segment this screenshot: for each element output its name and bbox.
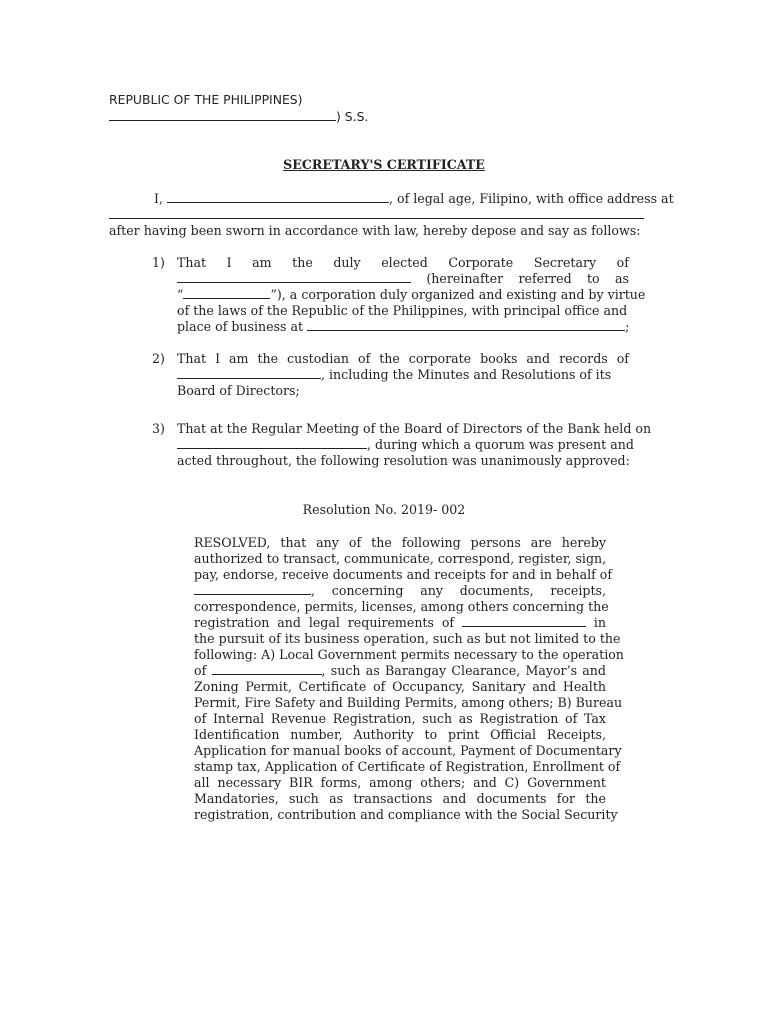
item-3 [177, 421, 652, 469]
item-number-3: 3) [152, 421, 165, 436]
item-1-line-2: (hereinafter referred to as [177, 271, 629, 287]
intro-post: , of legal age, Filipino, with office address at [389, 191, 674, 206]
resolution-line: all necessary BIR forms, among others; and C) Government [194, 775, 606, 790]
item-3-line-2: , during which a quorum was present and [177, 437, 629, 453]
page-title: SECRETARY'S CERTIFICATE [283, 157, 485, 172]
operation-blank [212, 663, 322, 675]
item-2-line-1: That I am the custodian of the corporate books and records of [177, 351, 629, 366]
item-1-line-1: That I am the duly elected Corporate Secretary of [177, 255, 629, 270]
resolution-line: Application for manual books of account, Payment of Documentary [194, 743, 622, 758]
resolution-line: Permit, Fire Safety and Building Permits, among others; B) Bureau [194, 695, 623, 710]
resolution-line: Identification number, Authority to print Official Receipts, [194, 727, 606, 742]
resolution-line: following: A) Local Government permits necessary to the operation [194, 647, 624, 662]
item-3-line-1: That at the Regular Meeting of the Board of Directors of the Bank held on [177, 421, 652, 436]
name-blank [167, 191, 389, 203]
item-3-line-3: acted throughout, the following resolution was unanimously approved: [177, 453, 630, 468]
item-number-2: 2) [152, 351, 165, 366]
item-number-1: 1) [152, 255, 165, 270]
item-2 [177, 351, 629, 399]
ss-label: ) S.S. [336, 109, 369, 124]
resolution-line: registration and legal requirements of in [194, 615, 606, 630]
registrant-blank [462, 615, 586, 627]
resolution-heading: Resolution No. 2019- 002 [302, 502, 466, 517]
address-blank [109, 218, 644, 219]
resolution-line: pay, endorse, receive documents and receipts for and in behalf of [194, 567, 613, 582]
resolution-line: Zoning Permit, Certificate of Occupancy, Sanitary and Health [194, 679, 606, 694]
item-2-line-3: Board of Directors; [177, 383, 300, 398]
resolution-body [194, 535, 624, 823]
principal-office-blank [307, 319, 625, 331]
ss-line [109, 109, 368, 125]
item-1-line-5: place of business at ; [177, 319, 630, 334]
resolution-line: stamp tax, Application of Certificate of Registration, Enrollment of [194, 759, 621, 774]
resolution-line: correspondence, permits, licenses, among others concerning the [194, 599, 609, 614]
venue-blank [109, 109, 336, 121]
resolution-line: the pursuit of its business operation, such as but not limited to the [194, 631, 621, 646]
item-1 [177, 255, 646, 335]
meeting-date-blank [177, 437, 367, 449]
resolution-line: , concerning any documents, receipts, [194, 583, 606, 599]
item-1-line-3: “ ”), a corporation duly organized and existing and by virtue [177, 287, 646, 302]
intro-line-1 [154, 191, 674, 207]
republic-line: REPUBLIC OF THE PHILIPPINES) [109, 92, 303, 107]
intro-pre: I, [154, 191, 163, 206]
item-2-line-2: , including the Minutes and Resolutions of its [177, 367, 629, 383]
resolution-line: of , such as Barangay Clearance, Mayor’s and [194, 663, 606, 678]
resolution-line: authorized to transact, communicate, correspond, register, sign, [194, 551, 607, 566]
resolution-line: registration, contribution and compliance with the Social Security [194, 807, 618, 822]
item-1-line-4: of the laws of the Republic of the Philippines, with principal office and [177, 303, 628, 318]
short-name-blank [183, 287, 270, 299]
resolution-line: Mandatories, such as transactions and documents for the [194, 791, 606, 806]
corporation-blank [177, 271, 411, 283]
resolution-line: of Internal Revenue Registration, such as Registration of Tax [194, 711, 606, 726]
books-blank [177, 367, 321, 379]
company-blank [194, 583, 311, 595]
intro-line-3: after having been sworn in accordance with law, hereby depose and say as follows: [109, 223, 641, 238]
resolution-line: RESOLVED, that any of the following persons are hereby [194, 535, 606, 550]
